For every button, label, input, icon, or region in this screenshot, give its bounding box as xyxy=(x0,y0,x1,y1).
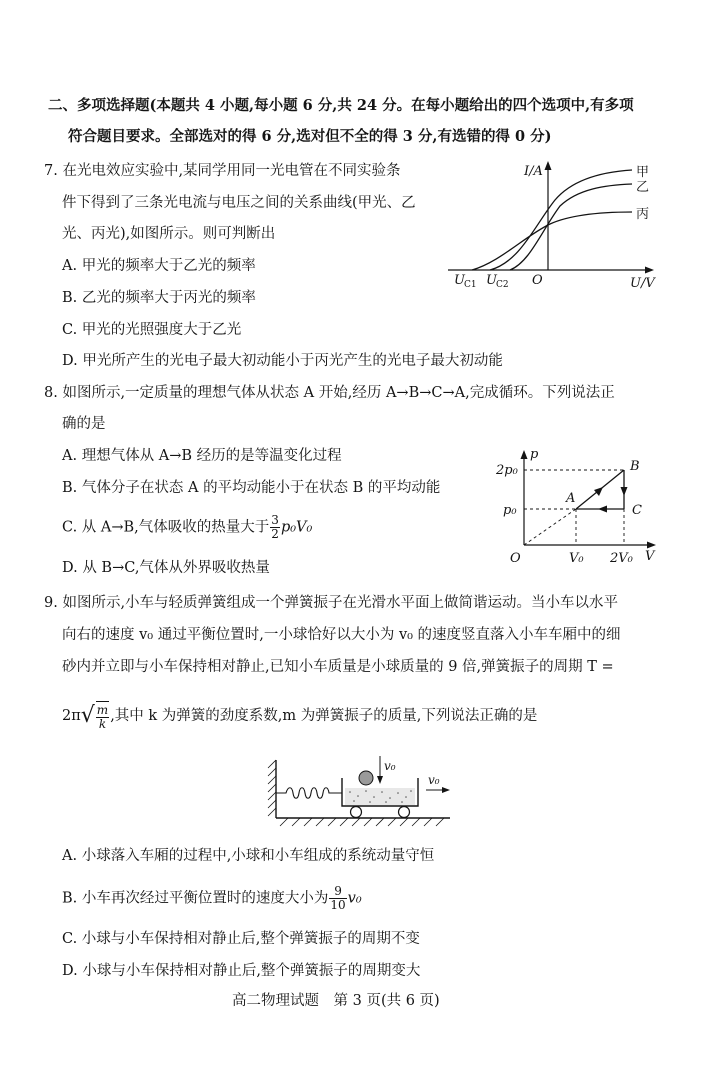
q9-sqrt: √ $\frac{m}{k}$ xyxy=(80,703,109,731)
q8-point-a: A xyxy=(566,491,576,506)
q8-stem-line2: 确的是 xyxy=(62,416,106,432)
q7-uc2-label: U xyxy=(486,273,497,288)
q8-2v0-label: 2V₀ xyxy=(610,551,633,566)
q8-origin-label: O xyxy=(510,551,521,566)
q9-option-c: C. 小球与小车保持相对静止后,整个弹簧振子的周期不变 xyxy=(62,931,420,947)
q7-uc1-label: U xyxy=(454,273,465,288)
q9-wheel-left xyxy=(351,807,362,818)
q8-option-d: D. 从 B→C,气体从外界吸收热量 xyxy=(62,560,270,576)
q9-wall-hatch xyxy=(268,760,276,816)
q7-label-yi: 乙 xyxy=(636,180,650,195)
section-heading: 二、多项选择题(本题共 4 小题,每小题 6 分,共 24 分。在每小题给出的四个选项中,有多项 xyxy=(48,97,634,114)
q7-uc1-sub: C1 xyxy=(464,280,477,290)
q7-u-label: U/V xyxy=(630,276,655,291)
q9-ball-velocity-label: v₀ xyxy=(384,759,396,773)
q7-option-b: B. 乙光的频率大于丙光的频率 xyxy=(62,290,256,306)
q9-spring xyxy=(276,788,342,799)
section-heading-cont: 符合题目要求。全部选对的得 6 分,选对但不全的得 3 分,有选错的得 0 分) xyxy=(68,128,552,145)
q7-stem-line1: 7. 在光电效应实验中,某同学用同一光电管在不同实验条 xyxy=(44,163,401,179)
q8-v0-label: V₀ xyxy=(569,551,584,566)
q8-2p0-label: 2p₀ xyxy=(496,463,518,478)
q9-option-b-fraction: $\frac{9}{10}$ xyxy=(330,884,346,912)
q8-option-c-expr: p₀V₀ xyxy=(280,519,313,536)
q9-cart-velocity-label: v₀ xyxy=(428,773,440,787)
q9-ball xyxy=(359,771,373,785)
q7-origin-label: O xyxy=(532,273,543,288)
q7-label-jia: 甲 xyxy=(636,165,650,180)
q8-option-c-text: C. 从 A→B,气体吸收的热量大于 xyxy=(62,519,270,536)
q9-option-b-text: B. 小车再次经过平衡位置时的速度大小为 xyxy=(62,890,329,907)
q7-option-a: A. 甲光的频率大于乙光的频率 xyxy=(62,258,256,274)
q7-i-label: I/A xyxy=(524,164,543,179)
q9-stem-line3: 砂内并立即与小车保持相对静止,已知小车质量是小球质量的 9 倍,弹簧振子的周期 T = xyxy=(62,659,614,675)
q9-floor-hatch xyxy=(280,818,444,826)
q9-ball-velocity-head xyxy=(377,776,383,784)
q7-option-d: D. 甲光所产生的光电子最大初动能小于丙光产生的光电子最大初动能 xyxy=(62,353,503,369)
q8-option-b: B. 气体分子在状态 A 的平均动能小于在状态 B 的平均动能 xyxy=(62,480,441,496)
q7-uc2-sub: C2 xyxy=(496,280,509,290)
q9-period-text: ,其中 k 为弹簧的劲度系数,m 为弹簧振子的质量,下列说法正确的是 xyxy=(110,708,538,724)
q9-cart-velocity-head xyxy=(442,787,450,793)
q9-option-d: D. 小球与小车保持相对静止后,整个弹簧振子的周期变大 xyxy=(62,963,421,979)
q8-option-a: A. 理想气体从 A→B 经历的是等温变化过程 xyxy=(62,448,342,464)
q9-option-b xyxy=(62,885,362,912)
q7-stem-line3: 光、丙光),如图所示。则可判断出 xyxy=(62,226,276,242)
q7-stem-line2: 件下得到了三条光电流与电压之间的关系曲线(甲光、乙 xyxy=(62,195,416,211)
q8-stem-line1: 8. 如图所示,一定质量的理想气体从状态 A 开始,经历 A→B→C→A,完成循环。下列说法正 xyxy=(44,385,615,401)
q9-period-prefix: 2π xyxy=(62,708,81,724)
q8-point-b: B xyxy=(630,459,640,474)
q8-v-label: V xyxy=(645,549,655,564)
q9-sand xyxy=(345,788,415,805)
page-footer: 高二物理试题 第 3 页(共 6 页) xyxy=(232,993,440,1009)
q9-option-b-expr: v₀ xyxy=(347,890,362,907)
q8-option-c-fraction: $\frac{3}{2}$ xyxy=(271,513,279,541)
q9-stem-line2: 向右的速度 v₀ 通过平衡位置时,一小球恰好以大小为 v₀ 的速度竖直落入小车车厢中的细 xyxy=(62,627,621,643)
q9-option-a: A. 小球落入车厢的过程中,小球和小车组成的系统动量守恒 xyxy=(62,848,435,864)
q7-option-c: C. 甲光的光照强度大于乙光 xyxy=(62,322,242,338)
q8-p0-label: p₀ xyxy=(503,503,517,518)
q8-point-c: C xyxy=(632,503,642,518)
q7-label-bing: 丙 xyxy=(636,207,650,222)
q9-wheel-right xyxy=(399,807,410,818)
q8-p-label: p xyxy=(530,447,539,462)
q9-stem-line1: 9. 如图所示,小车与轻质弹簧组成一个弹簧振子在光滑水平面上做简谐运动。当小车以水平 xyxy=(44,595,619,611)
